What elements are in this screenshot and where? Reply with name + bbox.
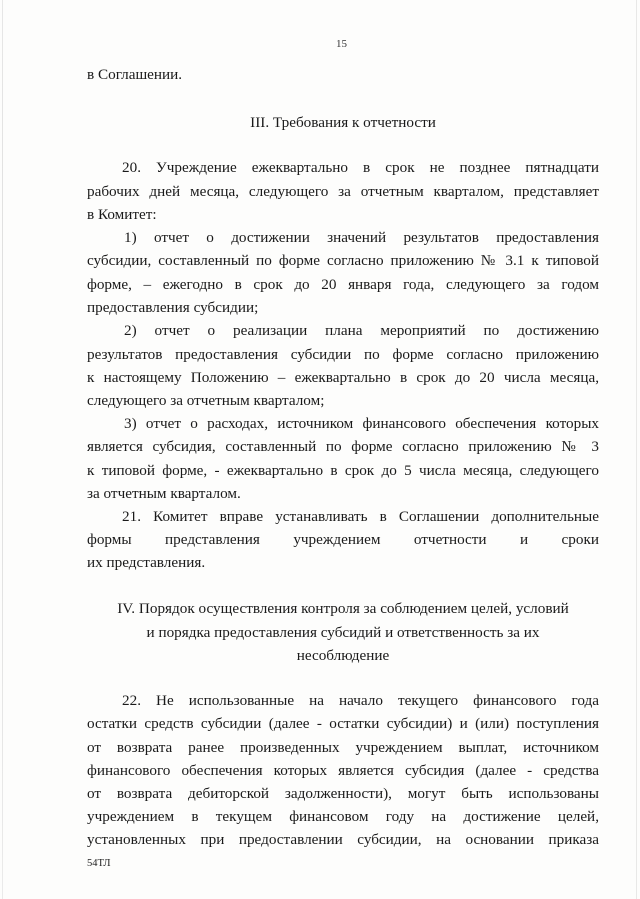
item-2-line: 2) отчет о реализации плана мероприятий по достижению: [124, 322, 599, 339]
paragraph-20-line: 20. Учреждение ежеквартально в срок не позднее пятнадцати: [122, 159, 599, 176]
item-3-line: 3) отчет о расходах, источником финансового обеспечения которых: [124, 415, 599, 432]
paragraph-21-line: формы представления учреждением отчетности и сроки: [87, 531, 599, 548]
scan-edge-left: [2, 0, 3, 899]
text-line: в Соглашении.: [87, 66, 183, 83]
item-2-line: к настоящему Положению – ежеквартально в срок до 20 числа месяца,: [87, 369, 599, 386]
paragraph-22-line: финансового обеспечения которых является субсидия (далее - средства: [87, 762, 599, 779]
paragraph-20-line: рабочих дней месяца, следующего за отчетным кварталом, представляет: [87, 183, 599, 200]
paragraph-21-line: их представления.: [87, 554, 206, 571]
item-3-line: за отчетным кварталом.: [87, 485, 241, 502]
item-1-line: субсидии, составленный по форме согласно приложению № 3.1 к типовой: [87, 252, 599, 269]
paragraph-22-line: учреждением в текущем финансовом году на достижение целей,: [87, 808, 599, 825]
footer-code: 54ТЛ: [87, 858, 111, 869]
paragraph-22-line: от возврата дебиторской задолженности), могут быть использованы: [87, 785, 599, 802]
item-2-line: следующего за отчетным кварталом;: [87, 392, 325, 409]
paragraph-22-line: установленных при предоставлении субсидии, на основании приказа: [87, 831, 599, 848]
paragraph-21-line: 21. Комитет вправе устанавливать в Соглашении дополнительные: [122, 508, 599, 525]
section-heading-iv: несоблюдение: [296, 647, 390, 664]
page-number: 15: [336, 38, 347, 50]
paragraph-22-line: остатки средств субсидии (далее - остатки субсидии) и (или) поступления: [87, 715, 599, 732]
item-3-line: является субсидия, составленный по форме согласно приложению № 3: [87, 438, 599, 455]
paragraph-20-line: в Комитет:: [87, 206, 157, 223]
section-heading-iii: III. Требования к отчетности: [250, 114, 436, 131]
paragraph-22-line: 22. Не использованные на начало текущего финансового года: [122, 692, 599, 709]
paragraph-22-line: от возврата ранее произведенных учреждением выплат, источником: [87, 739, 599, 756]
item-1-line: форме, – ежегодно в срок до 20 января года, следующего за годом: [87, 276, 599, 293]
section-heading-iv: и порядка предоставления субсидий и ответственность за их: [146, 624, 540, 641]
scan-edge-right: [636, 0, 637, 899]
item-1-line: 1) отчет о достижении значений результатов предоставления: [124, 229, 599, 246]
item-1-line: предоставления субсидии;: [87, 299, 259, 316]
item-3-line: к типовой форме, - ежеквартально в срок до 5 числа месяца, следующего: [87, 462, 599, 479]
item-2-line: результатов предоставления субсидии по форме согласно приложению: [87, 346, 599, 363]
section-heading-iv: IV. Порядок осуществления контроля за соблюдением целей, условий: [117, 600, 569, 617]
